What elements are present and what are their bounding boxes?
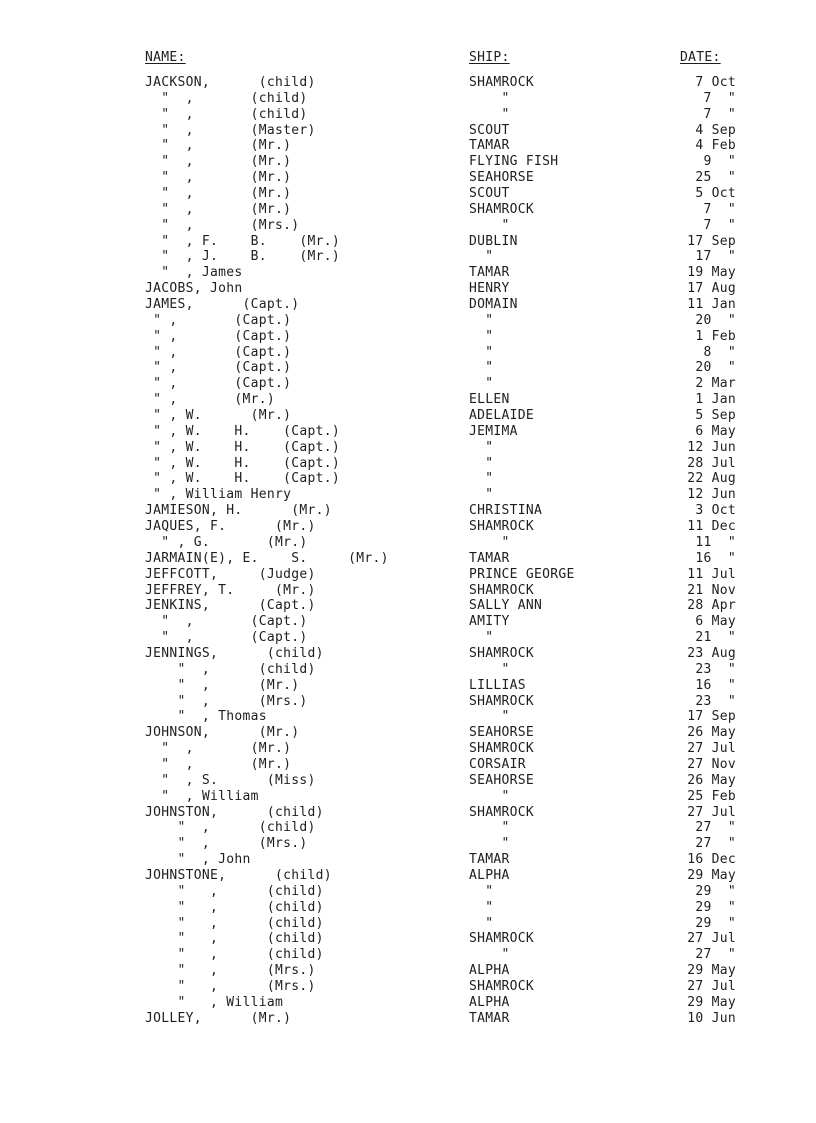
entry-ship: TAMAR [469, 138, 510, 154]
entry-date: 27 " [695, 820, 736, 836]
entry-date: 21 " [695, 630, 736, 646]
entry-name: JOHNSTONE, (child) [145, 867, 332, 883]
entry-date: 6 May [695, 423, 736, 439]
entry-date: 27 " [695, 947, 736, 963]
entry-name: JOLLEY, (Mr.) [145, 1010, 292, 1026]
entry-ship: " [469, 487, 494, 503]
entry-name: JAMES, (Capt.) [145, 297, 300, 313]
entry-row [0, 376, 816, 392]
entry-row [0, 471, 816, 487]
entry-ship: TAMAR [469, 265, 510, 281]
entry-date: 4 Sep [695, 122, 736, 138]
entry-row [0, 234, 816, 250]
entry-ship: HENRY [469, 281, 510, 297]
entry-row [0, 820, 816, 836]
entry-row [0, 123, 816, 139]
entry-ship: " [469, 836, 510, 852]
entry-date: 23 " [695, 661, 736, 677]
entry-date: 7 " [703, 90, 736, 106]
entry-date: 23 " [695, 693, 736, 709]
entry-date: 26 May [687, 725, 736, 741]
entry-name: JENNINGS, (child) [145, 645, 324, 661]
entry-date: 19 May [687, 265, 736, 281]
entry-row [0, 154, 816, 170]
entry-ship: " [469, 820, 510, 836]
entry-name: " , (child) [145, 899, 324, 915]
entry-row [0, 900, 816, 916]
entry-ship: " [469, 106, 510, 122]
entry-row [0, 598, 816, 614]
entry-row [0, 805, 816, 821]
entry-ship: SCOUT [469, 122, 510, 138]
entry-row [0, 487, 816, 503]
entry-ship: ALPHA [469, 867, 510, 883]
entry-date: 11 Jan [687, 297, 736, 313]
entry-row [0, 202, 816, 218]
ship-column-header: SHIP: [469, 50, 510, 65]
date-column-header: DATE: [680, 50, 721, 65]
entry-name: " , (Mr.) [145, 392, 276, 408]
entry-ship: " [469, 90, 510, 106]
entry-date: 4 Feb [695, 138, 736, 154]
entry-name: JOHNSTON, (child) [145, 804, 324, 820]
entry-ship: " [469, 249, 494, 265]
entry-name: " , (Mrs.) [145, 693, 308, 709]
entry-row [0, 694, 816, 710]
entry-ship: SCOUT [469, 186, 510, 202]
entry-ship: TAMAR [469, 1010, 510, 1026]
entry-date: 8 " [703, 344, 736, 360]
entry-name: JAMIESON, H. (Mr.) [145, 503, 332, 519]
entry-ship: LILLIAS [469, 677, 526, 693]
entry-name: JENKINS, (Capt.) [145, 598, 316, 614]
entry-row [0, 456, 816, 472]
entry-row [0, 75, 816, 91]
entry-date: 20 " [695, 312, 736, 328]
entry-name: " , (Mr.) [145, 741, 292, 757]
entry-row [0, 741, 816, 757]
entry-name: " , S. (Miss) [145, 772, 316, 788]
entry-date: 11 " [695, 534, 736, 550]
entry-name: " , (child) [145, 90, 308, 106]
entry-name: JARMAIN(E), E. S. (Mr.) [145, 550, 389, 566]
entry-name: JACKSON, (child) [145, 75, 316, 90]
entry-name: " , (Capt.) [145, 630, 308, 646]
entry-date: 2 Mar [695, 376, 736, 392]
entry-row [0, 265, 816, 281]
entry-name: " , William [145, 994, 284, 1010]
entry-date: 26 May [687, 772, 736, 788]
entry-name: " , William Henry [145, 487, 292, 503]
entry-ship: " [469, 630, 494, 646]
entry-ship: " [469, 328, 494, 344]
entry-ship: ALPHA [469, 994, 510, 1010]
entry-date: 29 " [695, 915, 736, 931]
entry-name: " , (Capt.) [145, 328, 292, 344]
entry-name: " , Thomas [145, 709, 267, 725]
entry-date: 1 Jan [695, 392, 736, 408]
entry-name: " , (Capt.) [145, 312, 292, 328]
entry-ship: " [469, 471, 494, 487]
entry-date: 29 May [687, 867, 736, 883]
entry-name: " , James [145, 265, 243, 281]
entry-row [0, 218, 816, 234]
entry-ship: SHAMROCK [469, 75, 535, 90]
entry-ship: " [469, 439, 494, 455]
entry-ship: CORSAIR [469, 756, 526, 772]
entry-date: 29 May [687, 963, 736, 979]
name-column-header: NAME: [145, 50, 186, 65]
entry-date: 5 Sep [695, 408, 736, 424]
entry-date: 25 Feb [687, 788, 736, 804]
entry-name: " , (Mrs.) [145, 836, 308, 852]
entry-row [0, 916, 816, 932]
entry-date: 11 Jul [687, 566, 736, 582]
entry-date: 11 Dec [687, 519, 736, 535]
entry-date: 17 Sep [687, 233, 736, 249]
entry-name: " , (child) [145, 915, 324, 931]
entry-row [0, 329, 816, 345]
entry-date: 1 Feb [695, 328, 736, 344]
entry-row [0, 614, 816, 630]
entry-name: " , G. (Mr.) [145, 534, 308, 550]
entry-row [0, 630, 816, 646]
entry-row [0, 884, 816, 900]
entry-ship: SHAMROCK [469, 201, 535, 217]
entry-ship: SHAMROCK [469, 519, 535, 535]
entry-row [0, 868, 816, 884]
entry-row [0, 503, 816, 519]
entry-ship: SHAMROCK [469, 978, 535, 994]
entry-row [0, 345, 816, 361]
entry-ship: DUBLIN [469, 233, 518, 249]
entry-row [0, 836, 816, 852]
entry-date: 17 Aug [687, 281, 736, 297]
entry-ship: AMITY [469, 614, 510, 630]
entry-row [0, 931, 816, 947]
entry-date: 27 Jul [687, 978, 736, 994]
entry-row [0, 852, 816, 868]
entry-name: " , (Mr.) [145, 201, 292, 217]
entry-date: 27 Jul [687, 741, 736, 757]
entry-name: " , (Capt.) [145, 376, 292, 392]
entry-row [0, 773, 816, 789]
entry-ship: ALPHA [469, 963, 510, 979]
entry-date: 27 Jul [687, 931, 736, 947]
entry-ship: " [469, 709, 510, 725]
entry-ship: " [469, 947, 510, 963]
entry-name: " , (Mr.) [145, 186, 292, 202]
entry-ship: DOMAIN [469, 297, 518, 313]
entry-date: 20 " [695, 360, 736, 376]
entry-row [0, 297, 816, 313]
entry-ship: " [469, 915, 494, 931]
entry-ship: SHAMROCK [469, 741, 535, 757]
entry-name: " , (Capt.) [145, 360, 292, 376]
entry-name: " , (Mr.) [145, 170, 292, 186]
entry-date: 12 Jun [687, 439, 736, 455]
entry-date: 28 Jul [687, 455, 736, 471]
entry-row [0, 979, 816, 995]
entry-name: " , (child) [145, 661, 316, 677]
entry-row [0, 186, 816, 202]
entry-name: " , (Capt.) [145, 344, 292, 360]
entry-name: " , (Capt.) [145, 614, 308, 630]
entry-row [0, 535, 816, 551]
entry-ship: PRINCE GEORGE [469, 566, 575, 582]
entry-date: 7 " [703, 217, 736, 233]
entry-ship: " [469, 661, 510, 677]
entry-name: " , W. (Mr.) [145, 408, 292, 424]
entry-name: JOHNSON, (Mr.) [145, 725, 300, 741]
entry-ship: " [469, 217, 510, 233]
entry-name: " , (Mr.) [145, 138, 292, 154]
entry-row [0, 678, 816, 694]
entry-name: JAQUES, F. (Mr.) [145, 519, 316, 535]
entry-ship: " [469, 376, 494, 392]
entry-ship: SHAMROCK [469, 693, 535, 709]
entry-ship: " [469, 534, 510, 550]
entry-date: 22 Aug [687, 471, 736, 487]
entry-ship: JEMIMA [469, 423, 518, 439]
entry-row [0, 408, 816, 424]
entry-ship: CHRISTINA [469, 503, 543, 519]
entry-name: " , (Master) [145, 122, 316, 138]
entry-ship: " [469, 883, 494, 899]
entry-date: 9 " [703, 154, 736, 170]
entry-row [0, 995, 816, 1011]
entry-ship: SHAMROCK [469, 931, 535, 947]
entry-ship: " [469, 312, 494, 328]
entry-name: " , W. H. (Capt.) [145, 423, 341, 439]
entry-row [0, 360, 816, 376]
entry-date: 16 " [695, 677, 736, 693]
entry-date: 25 " [695, 170, 736, 186]
entry-name: " , (Mrs.) [145, 978, 316, 994]
entry-row [0, 138, 816, 154]
entry-row [0, 947, 816, 963]
entry-ship: " [469, 455, 494, 471]
entry-name: " , (Mr.) [145, 756, 292, 772]
entry-row [0, 440, 816, 456]
entry-row [0, 519, 816, 535]
entry-date: 28 Apr [687, 598, 736, 614]
entry-date: 6 May [695, 614, 736, 630]
entry-row [0, 424, 816, 440]
entry-row [0, 725, 816, 741]
entry-name: " , William [145, 788, 259, 804]
entry-ship: SHAMROCK [469, 804, 535, 820]
entry-name: " , (Mrs.) [145, 963, 316, 979]
entry-name: " , (child) [145, 820, 316, 836]
entry-row [0, 170, 816, 186]
entry-ship: ADELAIDE [469, 408, 535, 424]
entry-name: " , (child) [145, 931, 324, 947]
entry-row [0, 281, 816, 297]
entry-date: 29 " [695, 883, 736, 899]
entry-ship: SEAHORSE [469, 170, 535, 186]
entry-date: 10 Jun [687, 1010, 736, 1026]
entry-name: JACOBS, John [145, 281, 243, 297]
entry-ship: FLYING FISH [469, 154, 559, 170]
entry-date: 27 Nov [687, 756, 736, 772]
entry-date: 7 Oct [695, 75, 736, 90]
entry-row [0, 392, 816, 408]
entry-ship: ELLEN [469, 392, 510, 408]
entry-name: " , (child) [145, 947, 324, 963]
entry-date: 17 " [695, 249, 736, 265]
entry-date: 27 " [695, 836, 736, 852]
entry-name: JEFFCOTT, (Judge) [145, 566, 316, 582]
entry-date: 27 Jul [687, 804, 736, 820]
entry-row [0, 757, 816, 773]
entry-name: JEFFREY, T. (Mr.) [145, 582, 316, 598]
entry-date: 5 Oct [695, 186, 736, 202]
entry-date: 7 " [703, 106, 736, 122]
entry-ship: SHAMROCK [469, 645, 535, 661]
entry-row [0, 107, 816, 123]
entry-row [0, 789, 816, 805]
entry-ship: SALLY ANN [469, 598, 543, 614]
entry-date: 7 " [703, 201, 736, 217]
entry-name: " , J. B. (Mr.) [145, 249, 341, 265]
entry-row [0, 91, 816, 107]
passenger-entries [0, 75, 816, 1027]
entry-ship: " [469, 344, 494, 360]
entry-ship: SEAHORSE [469, 725, 535, 741]
entry-name: " , (Mrs.) [145, 217, 300, 233]
entry-ship: TAMAR [469, 852, 510, 868]
entry-row [0, 567, 816, 583]
entry-name: " , F. B. (Mr.) [145, 233, 341, 249]
entry-ship: SHAMROCK [469, 582, 535, 598]
entry-ship: " [469, 788, 510, 804]
entry-row [0, 551, 816, 567]
entry-date: 21 Nov [687, 582, 736, 598]
entry-row [0, 583, 816, 599]
entry-ship: SEAHORSE [469, 772, 535, 788]
entry-date: 16 " [695, 550, 736, 566]
entry-name: " , (Mr.) [145, 677, 300, 693]
entry-row [0, 709, 816, 725]
entry-ship: TAMAR [469, 550, 510, 566]
entry-name: " , W. H. (Capt.) [145, 439, 341, 455]
entry-ship: " [469, 899, 494, 915]
entry-row [0, 963, 816, 979]
entry-name: " , John [145, 852, 251, 868]
entry-date: 16 Dec [687, 852, 736, 868]
entry-row [0, 662, 816, 678]
entry-name: " , (child) [145, 106, 308, 122]
entry-name: " , W. H. (Capt.) [145, 471, 341, 487]
entry-ship: " [469, 360, 494, 376]
entry-date: 29 May [687, 994, 736, 1010]
entry-date: 23 Aug [687, 645, 736, 661]
entry-name: " , (child) [145, 883, 324, 899]
entry-row [0, 313, 816, 329]
entry-date: 29 " [695, 899, 736, 915]
entry-date: 12 Jun [687, 487, 736, 503]
entry-name: " , (Mr.) [145, 154, 292, 170]
entry-row [0, 1011, 816, 1027]
entry-date: 3 Oct [695, 503, 736, 519]
entry-date: 17 Sep [687, 709, 736, 725]
entry-name: " , W. H. (Capt.) [145, 455, 341, 471]
entry-row [0, 646, 816, 662]
entry-row [0, 249, 816, 265]
